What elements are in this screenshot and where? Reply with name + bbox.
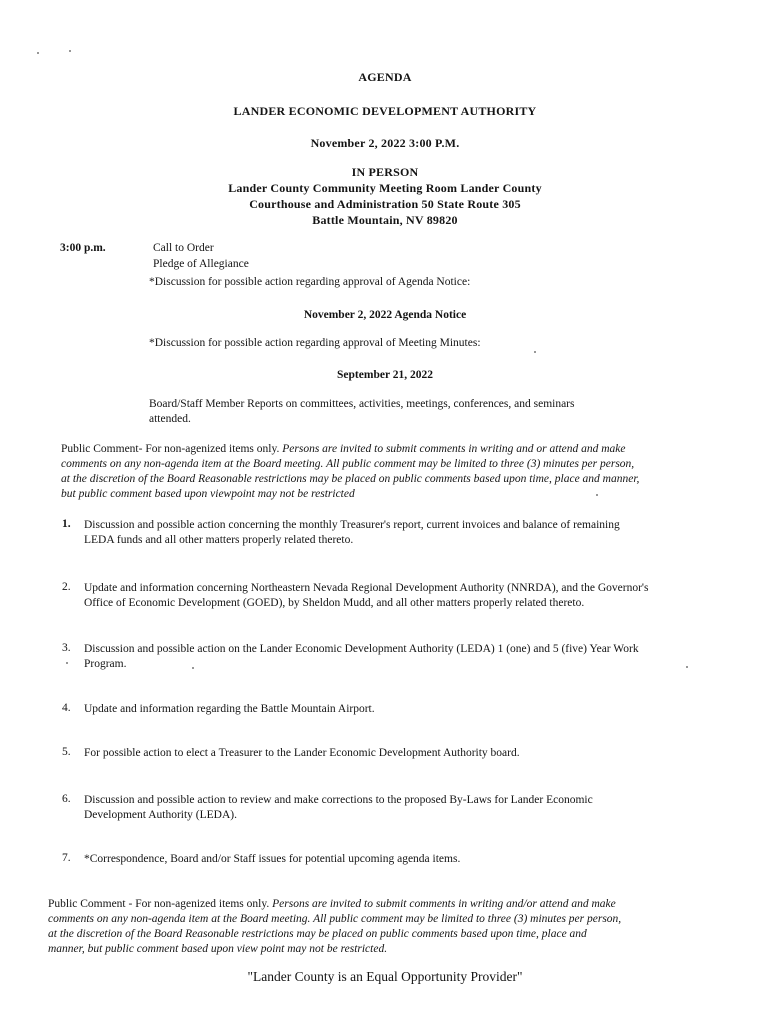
item-number: 6. xyxy=(62,793,71,805)
meeting-mode: IN PERSON xyxy=(351,165,419,179)
agenda-notice-date: November 2, 2022 Agenda Notice xyxy=(303,309,467,321)
equal-opportunity-footer: "Lander County is an Equal Opportunity Provider" xyxy=(247,969,523,984)
item-number: 7. xyxy=(62,852,71,864)
item-text: Update and information regarding the Battle Mountain Airport. xyxy=(84,703,375,715)
public-comment-text: at the discretion of the Board Reasonable restrictions may be placed on public comments based upon time, place and xyxy=(48,928,587,940)
item-text: *Correspondence, Board and/or Staff issues for potential upcoming agenda items. xyxy=(84,853,461,865)
public-comment-lead: Public Comment - For non-agenized items only. xyxy=(48,898,270,910)
scan-speck xyxy=(37,52,39,54)
item-text: For possible action to elect a Treasurer to the Lander Economic Development Authority board. xyxy=(84,747,520,759)
item-text: Program. xyxy=(84,658,127,670)
item-number: 5. xyxy=(62,746,71,758)
agenda-approval: *Discussion for possible action regarding approval of Agenda Notice: xyxy=(149,276,471,288)
agenda-title: AGENDA xyxy=(358,70,412,84)
item-text: Update and information concerning Northeastern Nevada Regional Development Authority (NNRDA), and the Governor's xyxy=(84,582,649,594)
item-text: Discussion and possible action on the Lander Economic Development Authority (LEDA) 1 (one) and 5 (five) Year Work xyxy=(84,643,639,655)
public-comment-text: manner, but public comment based upon view point may not be restricted. xyxy=(48,943,388,955)
public-comment-text: comments on any non-agenda item at the Board meeting. All public comment may be limited to three (3) minutes per person, xyxy=(48,913,622,925)
public-comment-block xyxy=(61,442,741,502)
agenda-item xyxy=(84,793,593,823)
public-comment-lead: Public Comment- For non-agenized items only. xyxy=(61,443,280,455)
item-text: Discussion and possible action to review and make corrections to the proposed By-Laws for Lander Economic xyxy=(84,794,593,806)
scan-speck xyxy=(69,50,71,52)
pledge-of-allegiance: Pledge of Allegiance xyxy=(153,258,249,270)
public-comment-text: comments on any non-agenda item at the Board meeting. All public comment may be limited to three (3) minutes per person, xyxy=(61,458,635,470)
start-time: 3:00 p.m. xyxy=(60,242,106,254)
minutes-approval: *Discussion for possible action regarding approval of Meeting Minutes: xyxy=(149,337,481,349)
agenda-item xyxy=(84,581,648,611)
agenda-item xyxy=(84,518,620,548)
scan-speck xyxy=(686,666,688,668)
member-reports-line-1: Board/Staff Member Reports on committees, activities, meetings, conferences, and seminars xyxy=(149,398,575,410)
item-number: 2. xyxy=(62,581,71,593)
item-text: Discussion and possible action concerning the monthly Treasurer's report, current invoices and balance of remaining xyxy=(84,519,620,531)
public-comment-text: Persons are invited to submit comments in writing and/or attend and make xyxy=(272,898,616,910)
item-number: 1. xyxy=(62,518,71,530)
organization-name: LANDER ECONOMIC DEVELOPMENT AUTHORITY xyxy=(233,104,537,118)
meeting-datetime: November 2, 2022 3:00 P.M. xyxy=(310,136,460,150)
location-line-3: Battle Mountain, NV 89820 xyxy=(312,213,458,227)
minutes-date: September 21, 2022 xyxy=(337,369,433,381)
public-comment-text: at the discretion of the Board Reasonable restrictions may be placed on public comments based upon time, place and manner, xyxy=(61,473,640,485)
location-line-1: Lander County Community Meeting Room Lander County xyxy=(228,181,542,195)
member-reports-line-2: attended. xyxy=(149,413,191,425)
scan-speck xyxy=(534,351,536,353)
public-comment-block xyxy=(48,897,748,957)
location-line-2: Courthouse and Administration 50 State Route 305 xyxy=(249,197,521,211)
public-comment-text: Persons are invited to submit comments in writing and or attend and make xyxy=(282,443,626,455)
item-text: Development Authority (LEDA). xyxy=(84,809,237,821)
item-number: 3. xyxy=(62,642,71,654)
item-number: 4. xyxy=(62,702,71,714)
public-comment-text: but public comment based upon viewpoint may not be restricted xyxy=(61,488,355,500)
item-text: Office of Economic Development (GOED), by Sheldon Mudd, and all other matters properly related thereto. xyxy=(84,597,585,609)
call-to-order: Call to Order xyxy=(153,242,214,254)
agenda-item xyxy=(84,642,639,672)
scan-speck xyxy=(66,662,68,664)
item-text: LEDA funds and all other matters properly related thereto. xyxy=(84,534,354,546)
